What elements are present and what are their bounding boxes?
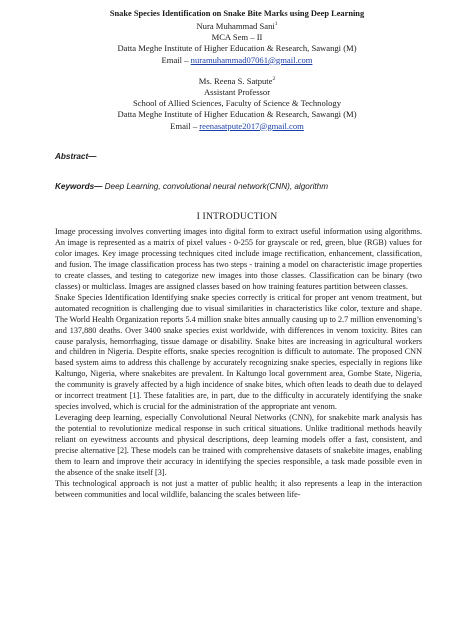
author1-name-line (0, 19, 474, 32)
paragraph: Leveraging deep learning, especially Convolutional Neural Networks (CNN), for snakebite mark analysis has the potential to revolutionize medical response in such critical situations. Unlike traditional methods heavily reliant on eyewitness accounts and physical descriptions, deep learning models offer a fast, consistent, and precise alternative [2]. These models can be trained with comprehensive datasets of snakebite images, enabling them to learn and improve their accuracy in identifying the species responsible, a task made possible even in the absence of the snake itself [3]. (55, 413, 422, 477)
author2-school: School of Allied Sciences, Faculty of Science & Technology (132, 98, 342, 109)
author1-program: MCA Sem – II (211, 32, 263, 43)
author2-name-line (0, 74, 474, 87)
author2-institute: Datta Meghe Institute of Higher Education & Research, Sawangi (M) (117, 109, 357, 120)
author2-name: Ms. Reena S. Satpute (198, 75, 273, 86)
author1-email-line (0, 55, 474, 66)
author1-email-link[interactable]: nuramuhammad07061@gmail.com (190, 54, 313, 65)
author2-email-label: Email – (170, 120, 200, 131)
author2-role: Assistant Professor (203, 86, 271, 97)
section-heading: I INTRODUCTION (196, 211, 278, 222)
paper-header (0, 8, 474, 132)
author1-institute: Datta Meghe Institute of Higher Education & Research, Sawangi (M) (117, 43, 357, 54)
keywords-text: Deep Learning, convolutional neural network(CNN), algorithm (102, 182, 329, 191)
paper-title: Snake Species Identification on Snake Bite Marks using Deep Learning (109, 9, 365, 18)
keywords-line (55, 182, 328, 191)
paragraph: Image processing involves converting images into digital form to extract useful information using algorithms. An image is represented as a matrix of pixel values - 0-255 for grayscale or red, green, blue (RGB) values for color images. Key image processing techniques cited include image rectification, enhancement, classification, and fusion. The image classification process has two steps - training a model on characteristic image properties to create classes, and testing to categorize new images into those classes. Classification can be binary (two classes) or multiclass. Images are assigned classes based on how training features partition between classes. (55, 227, 422, 291)
author1-affiliation-mark: 1 (274, 21, 278, 28)
keywords-label: Keywords— (55, 182, 103, 191)
author1-email-label: Email – (161, 54, 191, 65)
author2-affiliation-mark: 2 (272, 75, 276, 82)
author1-name: Nura Muhammad Sani (196, 21, 275, 32)
abstract-label: Abstract— (55, 152, 97, 161)
introduction-body (55, 227, 422, 501)
paragraph: Snake Species Identification Identifying snake species correctly is critical for proper ant venom treatment, but automated recognition is challenging due to visual similarities in characteristics like color, texture and shape. The World Health Organization reports 5.4 million snake bites annually causing up to 2.7 million envenoming’s and 137,880 deaths. Over 3400 snake species exist worldwide, with differences in venom toxicity. Bites can cause paralysis, hemorrhaging, tissue damage or disability. Snake bites are increasing in agricultural workers and children in Nigeria. Despite efforts, snake species recognition is difficult to automate. The proposed CNN based system aims to address this challenge by accurately recognizing snake species, especially in regions like Kaltungo, Nigeria, where snakebites are prevalent. In Kaltungo local government area, Gombe State, Nigeria, the community is gravely affected by a high incidence of snake bites, which often leads to death due to delayed or incorrect treatment [1]. These fatalities are, in part, due to the difficulty in accurately identifying the snake species involved, which is crucial for the administration of the appropriate ant venom. (55, 292, 422, 412)
author2-email-link[interactable]: reenasatpute2017@gmail.com (199, 120, 304, 131)
paragraph: This technological approach is not just a matter of public health; it also represents a leap in the interaction between communities and local wildlife, balancing the scales between life- (55, 478, 422, 499)
author2-email-line (0, 121, 474, 132)
